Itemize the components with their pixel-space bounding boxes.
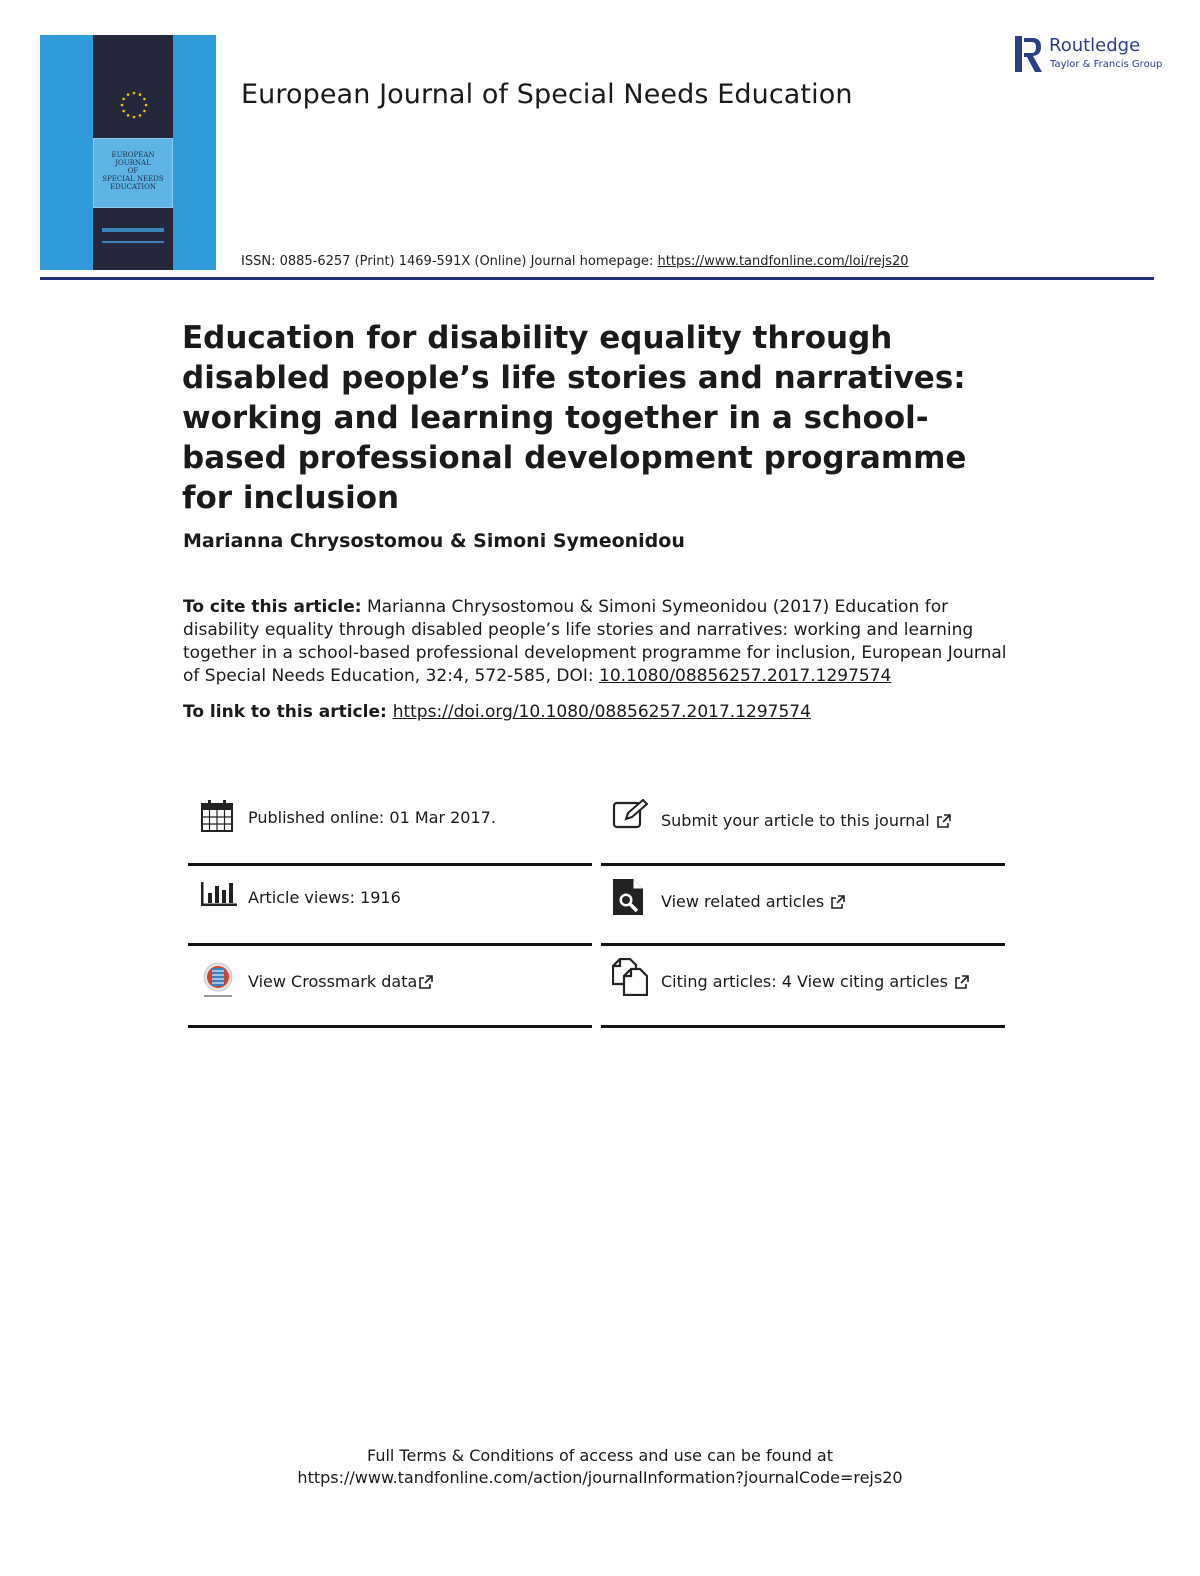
crossmark-link[interactable] bbox=[248, 972, 433, 991]
cover-line: JOURNAL bbox=[115, 159, 151, 167]
doi-link[interactable]: 10.1080/08856257.2017.1297574 bbox=[599, 666, 892, 686]
citing-articles-text[interactable]: Citing articles: 4 View citing articles bbox=[661, 972, 948, 991]
publisher-logo bbox=[1015, 34, 1163, 78]
published-online-text: Published online: 01 Mar 2017. bbox=[248, 808, 496, 827]
cover-line: EUROPEAN bbox=[111, 151, 155, 159]
cover-title-panel bbox=[93, 138, 173, 208]
crossmark-text[interactable]: View Crossmark data bbox=[248, 972, 418, 991]
journal-cover-image bbox=[40, 35, 216, 270]
article-title: Education for disability equality through disabled people’s life stories and narratives: working and learning together in a school-based professional development programme for inclusion bbox=[182, 320, 967, 516]
citing-articles-link[interactable] bbox=[661, 972, 969, 991]
external-link-icon bbox=[830, 895, 845, 910]
footer-line-1: Full Terms & Conditions of access and use can be found at bbox=[366, 1446, 834, 1465]
cover-decoration bbox=[102, 228, 164, 232]
submit-article-text[interactable]: Submit your article to this journal bbox=[661, 811, 930, 830]
external-link-icon bbox=[954, 975, 969, 990]
info-divider bbox=[188, 1025, 592, 1028]
copy-documents-icon bbox=[612, 958, 648, 996]
search-document-icon bbox=[612, 878, 644, 916]
journal-title: European Journal of Special Needs Education bbox=[241, 79, 853, 110]
related-articles-link[interactable] bbox=[661, 892, 845, 911]
info-divider bbox=[601, 943, 1005, 946]
cover-decoration bbox=[102, 241, 164, 243]
cover-line: OF bbox=[127, 167, 139, 175]
external-link-icon bbox=[936, 814, 951, 829]
citation-block bbox=[183, 596, 1013, 688]
crossmark-icon bbox=[200, 962, 236, 1002]
journal-homepage-link[interactable]: https://www.tandfonline.com/loi/rejs20 bbox=[657, 254, 909, 269]
issn-line bbox=[241, 254, 909, 269]
article-views-text: Article views: 1916 bbox=[248, 888, 401, 907]
link-label: To link to this article: bbox=[183, 702, 393, 722]
info-divider bbox=[601, 1025, 1005, 1028]
terms-footer bbox=[0, 1445, 1200, 1489]
related-articles-text[interactable]: View related articles bbox=[661, 892, 825, 911]
info-divider bbox=[601, 863, 1005, 866]
footer-terms-url[interactable]: https://www.tandfonline.com/action/journalInformation?journalCode=rejs20 bbox=[297, 1468, 903, 1487]
article-authors: Marianna Chrysostomou & Simoni Symeonidou bbox=[183, 530, 685, 552]
issn-text: ISSN: 0885-6257 (Print) 1469-591X (Online) Journal homepage: bbox=[241, 254, 658, 269]
submit-article-cell[interactable] bbox=[612, 799, 1004, 879]
routledge-r-icon bbox=[1015, 34, 1043, 74]
article-doi-url[interactable]: https://doi.org/10.1080/08856257.2017.1297574 bbox=[392, 702, 811, 722]
info-divider bbox=[188, 863, 592, 866]
citation-label: To cite this article: bbox=[183, 597, 362, 617]
cover-line: SPECIAL NEEDS bbox=[102, 175, 164, 183]
submit-article-link[interactable] bbox=[661, 811, 951, 830]
calendar-icon bbox=[200, 799, 234, 833]
crossmark-cell[interactable] bbox=[200, 962, 590, 1042]
publisher-name: Routledge bbox=[1049, 35, 1141, 56]
bar-chart-icon bbox=[200, 880, 238, 908]
article-link-block bbox=[183, 702, 811, 722]
article-views-cell bbox=[200, 880, 590, 960]
info-divider bbox=[188, 943, 592, 946]
publisher-group: Taylor & Francis Group bbox=[1050, 59, 1163, 70]
external-link-icon bbox=[418, 975, 433, 990]
citation-text: Marianna Chrysostomou & Simoni Symeonidou (2017) Education for disability equality through disabled people’s life stories and narratives: working and learning together in a school-based professional development programme for inclusion, European Journal of Special Needs Education, 32:4, 572-585, DOI: bbox=[183, 597, 1007, 686]
header-rule bbox=[40, 277, 1154, 280]
published-online-cell bbox=[200, 799, 590, 879]
cover-line: EDUCATION bbox=[110, 183, 156, 191]
edit-icon bbox=[612, 799, 648, 829]
related-articles-cell[interactable] bbox=[612, 878, 1004, 958]
eu-stars-icon bbox=[120, 91, 148, 119]
